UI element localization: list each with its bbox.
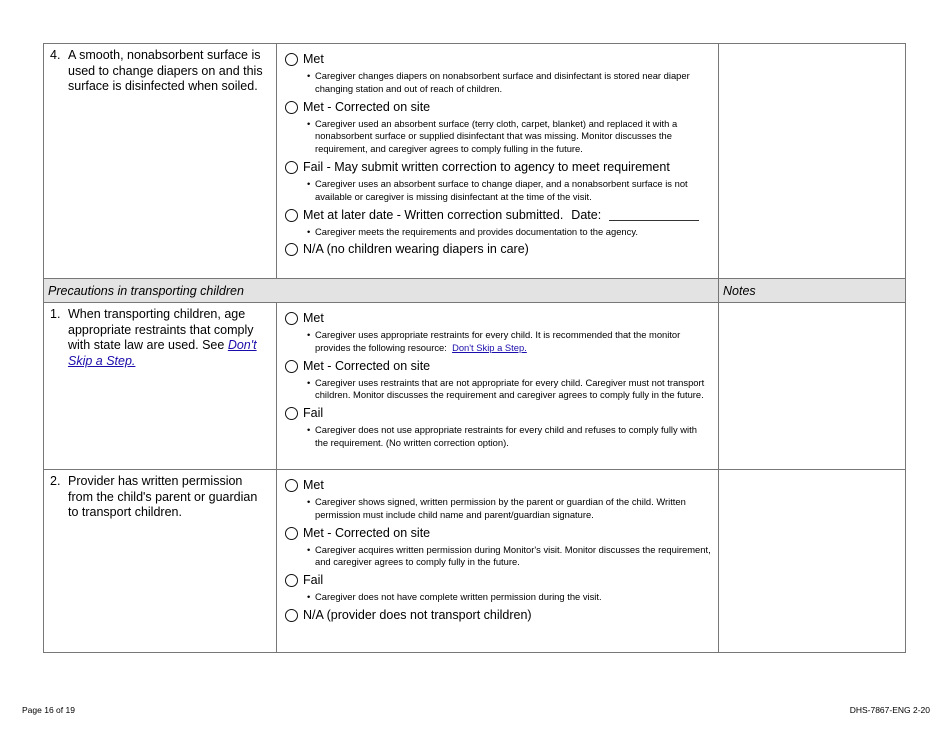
option-met-corrected[interactable] (285, 526, 712, 541)
notes-cell[interactable] (719, 44, 906, 279)
bullet-icon: • (307, 543, 311, 555)
bullet-icon: • (307, 424, 311, 436)
resource-link[interactable]: Don't Skip a Step. (452, 341, 527, 353)
bullet-icon: • (307, 177, 311, 189)
page-number: Page 16 of 19 (22, 705, 75, 715)
option-met-corrected[interactable] (285, 100, 712, 115)
option-label: Met - Corrected on site (303, 525, 431, 540)
radio-button[interactable] (285, 527, 298, 540)
requirement-cell (44, 470, 277, 653)
notes-header: Notes (719, 279, 906, 303)
requirement-number: 4. (50, 48, 61, 62)
option-description: Caregiver shows signed, written permission by the parent or guardian of the child. Written permission must include child name and parent/guardian signature. (315, 496, 686, 520)
option-description: Caregiver does not use appropriate restraints for every child and refuses to comply fully with the requirement. (No written correction option). (315, 424, 697, 448)
option-description: Caregiver uses an absorbent surface to change diaper, and a nonabsorbent surface is not available or caregiver is missing disinfectant at the time of the visit. (315, 177, 688, 202)
radio-button[interactable] (285, 479, 298, 492)
option-met[interactable] (285, 478, 712, 493)
notes-cell[interactable] (719, 303, 906, 470)
radio-button[interactable] (285, 161, 298, 174)
option-label: Fail (303, 406, 324, 421)
section-title: Precautions in transporting children (44, 279, 719, 303)
option-fail[interactable] (285, 573, 712, 588)
options-cell (277, 44, 719, 279)
requirement-text: A smooth, nonabsorbent surface is used to change diapers on and this surface is disinfected when soiled. (68, 48, 263, 93)
radio-button[interactable] (285, 360, 298, 373)
requirement-number: 1. (50, 307, 61, 321)
radio-button[interactable] (285, 574, 298, 587)
option-description: Caregiver does not have complete written permission during the visit. (315, 591, 602, 603)
option-met-corrected[interactable] (285, 359, 712, 374)
bullet-icon: • (307, 376, 311, 388)
option-label: Met (303, 478, 324, 492)
option-label: Met at later date - Written correction submitted. (303, 207, 564, 222)
option-description: Caregiver used an absorbent surface (terry cloth, carpet, blanket) and replaced it with a nonabsorbent surface or supplied disinfectant that was missing. Monitor discusses the requirement, and caregiver agrees to comply fulling in the future. (315, 117, 678, 155)
bullet-icon: • (307, 225, 311, 237)
option-label: Met (303, 52, 324, 66)
bullet-icon: • (307, 70, 311, 81)
radio-button[interactable] (285, 609, 298, 622)
form-id: DHS-7867-ENG 2-20 (849, 705, 930, 715)
options-cell (277, 303, 719, 470)
requirement-number: 2. (50, 474, 61, 488)
option-label: N/A (provider does not transport children) (303, 607, 532, 622)
radio-button[interactable] (285, 209, 298, 222)
options-cell (277, 470, 719, 653)
option-description: Caregiver acquires written permission during Monitor's visit. Monitor discusses the requirement, and caregiver agrees to comply fully in the future. (315, 543, 711, 568)
option-label: N/A (no children wearing diapers in care) (303, 242, 529, 257)
requirement-text: Provider has written permission from the child's parent or guardian to transport children. (68, 474, 258, 519)
notes-cell[interactable] (719, 470, 906, 653)
option-label: Met - Corrected on site (303, 358, 431, 373)
requirement-cell (44, 303, 277, 470)
option-fail[interactable] (285, 160, 712, 175)
radio-button[interactable] (285, 53, 298, 66)
bullet-icon: • (307, 591, 311, 603)
requirement-row-2 (44, 470, 906, 653)
option-label: Fail (303, 573, 324, 588)
bullet-icon: • (307, 496, 311, 507)
radio-button[interactable] (285, 407, 298, 420)
requirement-row-4 (44, 44, 906, 279)
bullet-icon: • (307, 117, 311, 129)
option-description: Caregiver changes diapers on nonabsorbent surface and disinfectant is stored near diaper changing station and out of reach of children. (315, 70, 690, 94)
requirement-cell (44, 44, 277, 279)
option-na[interactable] (285, 608, 712, 623)
date-field[interactable] (609, 209, 699, 221)
radio-button[interactable] (285, 312, 298, 325)
checklist-table (43, 43, 906, 653)
requirement-text: When transporting children, age appropriate restraints that comply with state law are used. See (68, 307, 254, 352)
option-na[interactable] (285, 242, 712, 257)
option-label: Fail - May submit written correction to agency to meet requirement (303, 159, 670, 174)
radio-button[interactable] (285, 243, 298, 256)
option-fail[interactable] (285, 406, 712, 421)
option-label: Met - Corrected on site (303, 99, 431, 114)
option-description: Caregiver uses appropriate restraints for every child. It is recommended that the monitor provides the following resource: (315, 329, 681, 353)
option-met-later[interactable] (285, 208, 712, 223)
option-met[interactable] (285, 52, 712, 67)
option-label: Met (303, 311, 324, 325)
option-description: Caregiver meets the requirements and provides documentation to the agency. (315, 225, 638, 237)
option-description: Caregiver uses restraints that are not appropriate for every child. Caregiver must not transport children. Monitor discusses the requirement and caregiver agrees to comply fully in the future. (315, 376, 705, 401)
bullet-icon: • (307, 329, 311, 340)
dont-skip-a-step-link[interactable]: Don't Skip a Step. (68, 338, 257, 368)
date-label: Date: (571, 207, 602, 222)
section-header-row (44, 279, 906, 303)
requirement-row-1 (44, 303, 906, 470)
radio-button[interactable] (285, 101, 298, 114)
option-met[interactable] (285, 311, 712, 326)
